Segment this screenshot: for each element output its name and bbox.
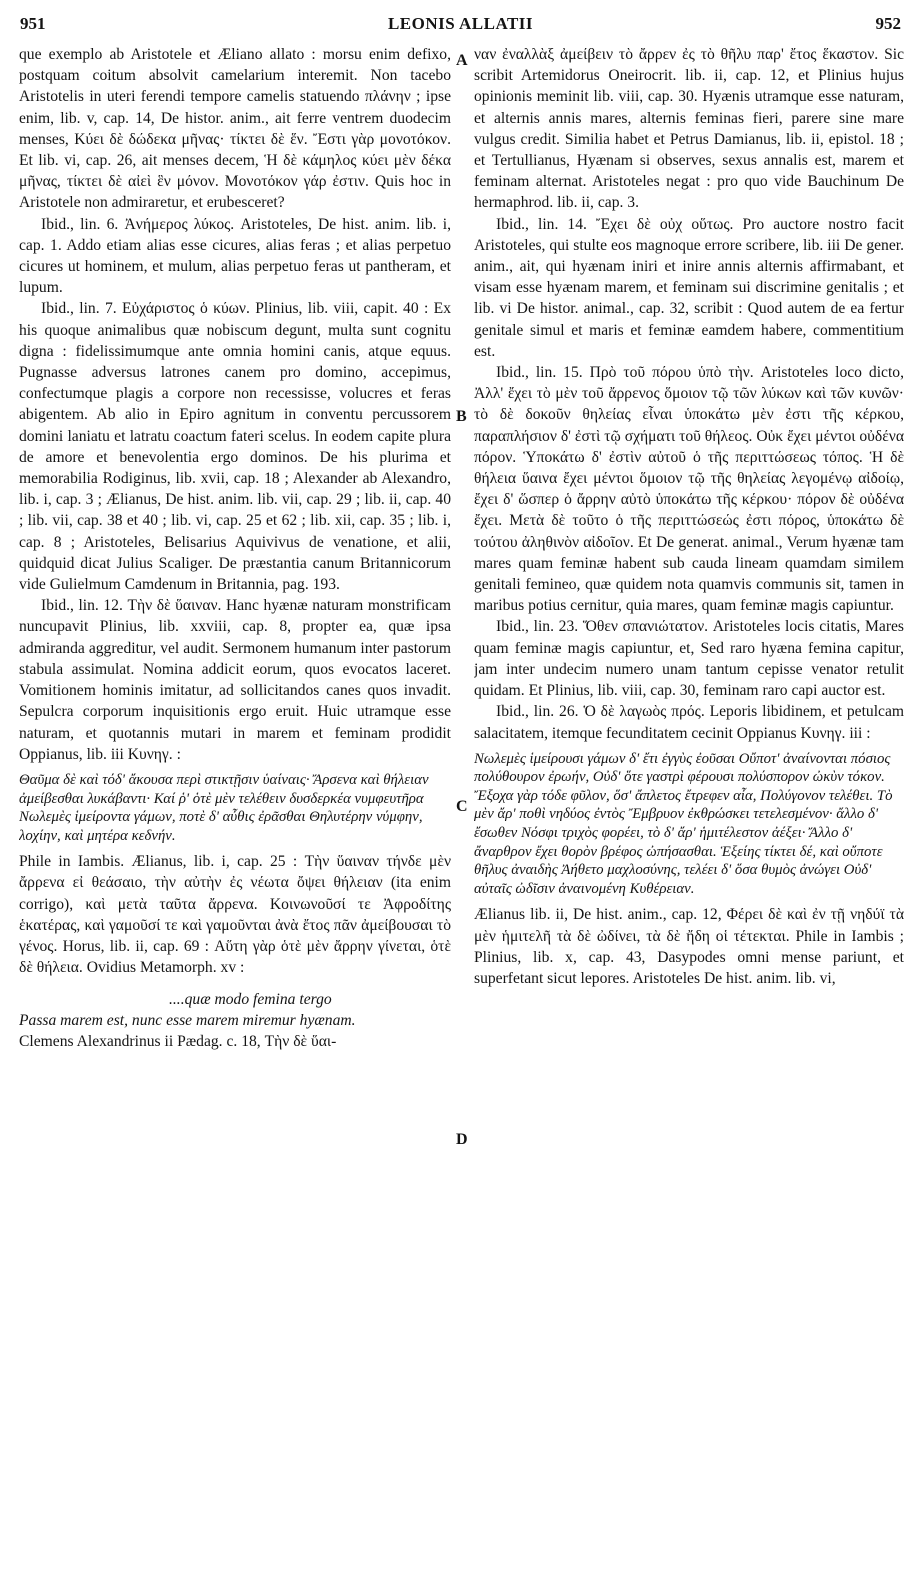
- greek-verse: Νωλεμὲς ἱμείρουσι γάμων δ' ἔτι ἐγγὺς ἐοῦσαι Οὔποτ' ἀναίνονται πόσιος πολύθουρον ἐρωήν, Οὐδ' ὅτε γαστρὶ φέρουσι πολύσπορον ὠκὺν τόκον. Ἔξοχα γὰρ τόδε φῦλον, ὅσ' ἄπλετος ἔτρεφεν αἶα, Πολύγονον τελέθει. Τὸ μὲν ἄρ' ποθὶ νηδύος ἐντὸς Ἔμβρυον ἐκθρώσκει τετελεσμένον· ἄλλο δ' ἔσωθεν Νόσφι τριχὸς φορέει, τὸ δ' ἄρ' ἡμιτέλεστον ἀέξει· Ἄλλο δ' ἄναρθρον ἔχει θορὸν βρέφος ὠπήσασθαι. Ἑξείης τίκτει δέ, καὶ οὔποτε θῆλυς ἀναιδὴς Ἀήθετο μαχλοσύνης, τελέει δ' ὅσα θυμὸς ἀνώγει Οὐδ' αὐταῖς ὠδῖσιν ἀναινομένη Κυθέρειαν.: [474, 750, 893, 897]
- paragraph: ναν ἐναλλὰξ ἀμείβειν τὸ ἄρρεν ἐς τὸ θῆλυ παρ' ἔτος ἕκαστον. Sic scribit Artemidorus Oneirocrit. lib. ii, cap. 12, et Plinius hujus opinionis meminit lib. viii, cap. 30. Hyænis utramque esse naturam, et alternis annis mares, alternis feminas fieri, parere sine mare vulgus credit. Similia habet et Petrus Damianus, lib. ii, epistol. 18 ; et Tertullianus, Hyænam si observes, sexus annalis est, marem et feminam alternat. Aristoteles negat : pro quo vide Bauchinum De hermaphrod. lib. ii, cap. 3.: [474, 46, 904, 212]
- paragraph: Phile in Iambis. Ælianus, lib. i, cap. 25 : Τὴν ὕαιναν τήνδε μὲν ἄρρενα εἰ θεάσαιο, τὴν αὐτὴν ἐς νέωτα ὄψει θήλειαν (ita enim corrigo), καὶ μετὰ ταῦτα ἄρρενα. Κοινωνοῦσί τε Ἀφροδίτης ἑκατέρας, καὶ γαμοῦσί τε καὶ γαμοῦνται ἀνὰ ἔτος πᾶν ἀμείβουσαι τὸ γένος. Horus, lib. ii, cap. 69 : Αὕτη γὰρ ὁτὲ μὲν ἄρρην γίνεται, ὁτὲ δὲ θήλεια. Ovidius Metamorph. xv :: [19, 853, 451, 977]
- section-marker-b: B: [456, 408, 467, 425]
- paragraph: que exemplo ab Aristotele et Æliano allato : morsu enim defixo, postquam coitum absolvit camelarium interemit. Non tacebo Aristotelis in uteri ferendi tempore camelis statuendo πλάνην ; ipse enim, lib. v, cap. 14, De histor. anim., ait ferre ventrem duodecim menses, Κύει δὲ δώδεκα μῆνας· τίκτει δὲ ἕν. Ἔστι γὰρ μονοτόκον. Et lib. vi, cap. 26, ait menses decem, Ἡ δὲ κάμηλος κύει μὲν δέκα μῆνας, τίκτει δὲ αἰεὶ ἓν μόνον. Μονοτόκον γάρ ἐστιν. Quis hoc in Aristotele non admiraretur, et erubesceret?: [19, 46, 451, 212]
- running-title: LEONIS ALLATII: [387, 14, 534, 33]
- paragraph: Ibid., lin. 7. Εὐχάριστος ὁ κύων. Plinius, lib. viii, capit. 40 : Ex his quoque animalibus quæ nobiscum degunt, multa sunt cognitu digna : fidelissimumque ante omnia homini canis, atque equus. Pugnasse adversus latrones canem pro domino, accepimus, confectumque plagis a corpore non recessisse, volucres et feras abigentem. Ab alio in Epiro agnitum in conventu percussorem domini laniatu et latratu coactum fateri scelus. In eodem capite plura de amore et benevolentia ergo dominos. De his plurima et memorabilia Rodiginus, lib. xvii, cap. 18 ; Alexander ab Alexandro, lib. i, cap. 3 ; Ælianus, De hist. anim. lib. vii, cap. 29 ; lib. ii, cap. 40 ; lib. vii, cap. 38 et 40 ; lib. vi, cap. 25 et 62 ; lib. xii, cap. 35 ; lib. i, cap. 8 ; Aristoteles, Belisarius Aquivivus de venatione, et alii, quidquid dicat Julius Scaliger. De præstantia canum Britannicorum vide Gulielmum Camdenum in Britannia, pag. 193.: [19, 300, 451, 594]
- page-number-right: 952: [875, 14, 901, 33]
- section-marker-a: A: [456, 52, 468, 69]
- paragraph: Ibid., lin. 26. Ὁ δὲ λαγωὸς πρός. Leporis libidinem, et petulcam salacitatem, itemque fecunditatem cecinit Oppianus Κυνηγ. iii :: [474, 703, 904, 742]
- page-number-left: 951: [20, 14, 46, 33]
- latin-quote: [19, 989, 451, 1031]
- quote-line: Passa marem est, nunc esse marem miremur hyænam.: [19, 1011, 356, 1029]
- paragraph: Ibid., lin. 12. Τὴν δὲ ὕαιναν. Hanc hyænæ naturam monstrificam nuncupavit Plinius, lib. xxviii, cap. 8, propter ea, quæ ipsa admiranda aggreditur, vel audit. Sermonem humanum inter pastorum stabula assimulat. Nomina addicit eorum, quos evocatos laceret. Vomitionem hominis imitatur, ad sollicitandos canes quos invadit. Sepulcra corporum inquisitionis ergo eruit. Huic utramque esse naturam, et quotannis mutari in marem et feminam prodidit Oppianus, lib. iii Κυνηγ. :: [19, 597, 451, 763]
- section-marker-d: D: [456, 1131, 468, 1148]
- section-marker-c: C: [456, 798, 468, 815]
- paragraph: Ælianus lib. ii, De hist. anim., cap. 12, Φέρει δὲ καὶ ἐν τῇ νηδύϊ τὰ μὲν ἡμιτελῆ τὰ δὲ ὠδίνει, τὰ δὲ ἤδη οἱ τέτεκται. Phile in Iambis ; Plinius, lib. x, cap. 43, Dasypodes omni mense pariunt, et superfetant sicut lepores. Aristoteles De hist. anim. lib. vi,: [474, 906, 904, 988]
- quote-line: ....quæ modo femina tergo: [169, 990, 332, 1008]
- paragraph: Ibid., lin. 15. Πρὸ τοῦ πόρου ὑπὸ τὴν. Aristoteles loco dicto, Ἀλλ' ἔχει τὸ μὲν τοῦ ἄρρενος ὅμοιον τῷ τῶν λύκων καὶ τῶν κυνῶν· τὸ δὲ δοκοῦν θηλείας εἶναι ὑποκάτω μὲν ἐστι τῆς κέρκου, παραπλήσιον δ' ἐστὶ τῷ σχήματι τοῦ θήλεος. Οὐκ ἔχει μέντοι οὐδένα πόρον. Ὑποκάτω δ' ἐστὶν αὐτοῦ ὁ τῆς περιττώσεως τόπος. Ἡ δὲ θήλεια ὕαινα ἔχει μέντοι ὅμοιον τῷ τῆς θηλείας λεγομένῳ αἰδοίῳ, ἔχει δ' ὥσπερ ὁ ἄρρην αὐτὸ ὑποκάτω τῆς κέρκου· πόρον δὲ οὐδένα ἔχει. Μετὰ δὲ τοῦτο ὁ τῆς περιττώσεώς ἐστι πόρος, ὑποκάτω δὲ τούτου ἀληθινὸν αἰδοῖον. Et De generat. animal., Verum hyænæ tam mares quam feminæ habent sub cauda lineam quamdam similem genitali femineo, quæ quidem nota quamvis communis sit, tamen in maribus potius cernitur, quia mares, quam feminæ magis capiuntur.: [474, 364, 904, 615]
- paragraph: Clemens Alexandrinus ii Pædag. c. 18, Τὴν δὲ ὕαι-: [19, 1032, 337, 1050]
- greek-verse: Θαῦμα δὲ καὶ τόδ' ἄκουσα περὶ στικτῇσιν ὑαίναις· Ἄρσενα καὶ θήλειαν ἀμείβεσθαι λυκάβαντι· Καί ῥ' ὁτὲ μὲν τελέθειν δυσδερκέα νυμφευτῆρα Νωλεμὲς ἱμείροντα γάμων, ποτὲ δ' αὖθις ἐρᾶσθαι Θηλυτέρην νύμφην, λοχίην, καὶ μητέρα κεδνήν.: [19, 771, 429, 844]
- paragraph: Ibid., lin. 23. Ὅθεν σπανιώτατον. Aristoteles locis citatis, Mares quam feminæ magis capiuntur, et, Sed raro hyæna femina capitur, jam inter undecim numero unam tantum cepisse venator retulit quidam. Et Plinius, lib. viii, cap. 30, feminam raro capi auctor est.: [474, 618, 904, 700]
- paragraph: Ibid., lin. 14. Ἔχει δὲ οὐχ οὕτως. Pro auctore nostro facit Aristoteles, qui stulte eos magnoque errore scribere, lib. iii De gener. anim., ait, qui hyænam iniri et inire annis alternis affirmabant, et visam esse hyænam marem, et feminam sui discrimine genitalis ; et lib. vi De histor. animal., cap. 32, scribit : Quod autem de ea fertur genitale simul et maris et feminæ eamdem habere, commentitium est.: [474, 215, 904, 360]
- left-column: [19, 44, 451, 1584]
- running-header: [20, 14, 901, 38]
- right-column: [474, 44, 904, 1584]
- paragraph: Ibid., lin. 6. Ἀνήμερος λύκος. Aristoteles, De hist. anim. lib. i, cap. 1. Addo etiam alias esse cicures, alias feras ; et alias perpetuo cicures ut hominem, et mulum, alias perpetuo feras ut pantheram, et lupum.: [19, 215, 451, 297]
